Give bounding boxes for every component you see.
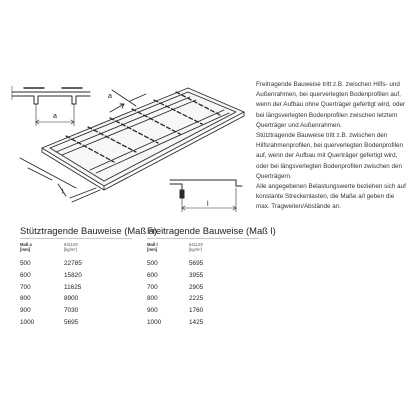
dimension-l-label-iso: l [62,189,64,196]
table-row [20,272,132,284]
column-header-dimension: Maß a [mm] [20,242,32,252]
column-header-dimension: Maß l [mm] [147,242,158,252]
dimension-cell: 700 [20,283,31,291]
description-load-note: Alle angegebenen Belastungswerte beziehen sich auf konstante Streckenlasten, die Maße a/l geben die max. Tragweiten/Abstände an. [256,183,406,211]
table-body [20,260,132,331]
table-header [20,242,132,258]
load-value-cell: 2905 [189,283,204,291]
table-row [20,284,132,296]
description-cantilever: Freitragende Bauweise tritt z.B. zwischen Hilfs- und Außenrahmen, bei querverlegten Bodenprofilen auf, wenn der Aufbau ohne Querträger gefertigt wird, oder bei längsverlegten Bodenprofilen zwischen letztem Querträger und Außenrahmen. [256,81,406,129]
load-value-cell: 5695 [189,260,204,267]
cantilever-section-detail [170,180,242,212]
dimension-cell: 500 [147,260,158,267]
load-value-cell: 1425 [189,318,204,326]
dimension-cell: 500 [20,260,31,267]
dimension-a-label-iso: a [108,93,112,100]
dimension-cell: 900 [147,307,158,315]
table-title: Stütztragende Bauweise (Maß a) [20,225,132,239]
table-row [147,307,259,319]
dimension-a-label: a [53,113,57,120]
dimension-cell: 900 [20,307,31,315]
load-value-cell: 2225 [189,295,204,303]
description-supported: Stütztragende Bauweise tritt z.B. zwischen den Hilfsrahmenprofilen, bei querverlegten Bodenprofilen auf, wenn der Aufbau mit Querträger gefertigt wird, oder bei längsverlegten Bodenprofilen zwischen den Querträgern. [256,132,404,180]
cantilever-load-table [147,225,276,331]
table-row [20,319,132,331]
load-value-cell: 1760 [189,307,204,315]
dimension-cell: 1000 [20,318,35,326]
dimension-l-label: l [207,201,209,208]
table-row [147,284,259,296]
table-row [147,319,259,331]
table-header [147,242,259,258]
table-row [147,295,259,307]
dimension-cell: 700 [147,283,158,291]
load-value-cell: 15820 [64,271,82,279]
load-value-cell: 8900 [64,295,79,303]
dimension-cell: 800 [147,295,158,303]
load-value-cell: 11625 [64,283,82,291]
column-header-article: 641129 [kg/m²] [189,242,203,252]
support-section-detail [12,86,90,126]
dimension-cell: 1000 [147,318,162,326]
load-value-cell: 7030 [64,307,79,315]
floor-platform-drawing [20,88,244,202]
table-row [20,260,132,272]
load-value-cell: 3955 [189,271,204,279]
table-row [147,272,259,284]
table-title: Freitragende Bauweise (Maß l) [147,225,259,239]
table-row [20,295,132,307]
load-value-cell: 22785 [64,260,82,267]
column-header-article: 641129 [kg/m²] [64,242,78,252]
dimension-cell: 800 [20,295,31,303]
table-body [147,260,259,331]
description-text [256,80,406,213]
load-value-cell: 5695 [64,318,79,326]
dimension-cell: 600 [20,271,31,279]
table-row [20,307,132,319]
dimension-cell: 600 [147,271,158,279]
table-row [147,260,259,272]
